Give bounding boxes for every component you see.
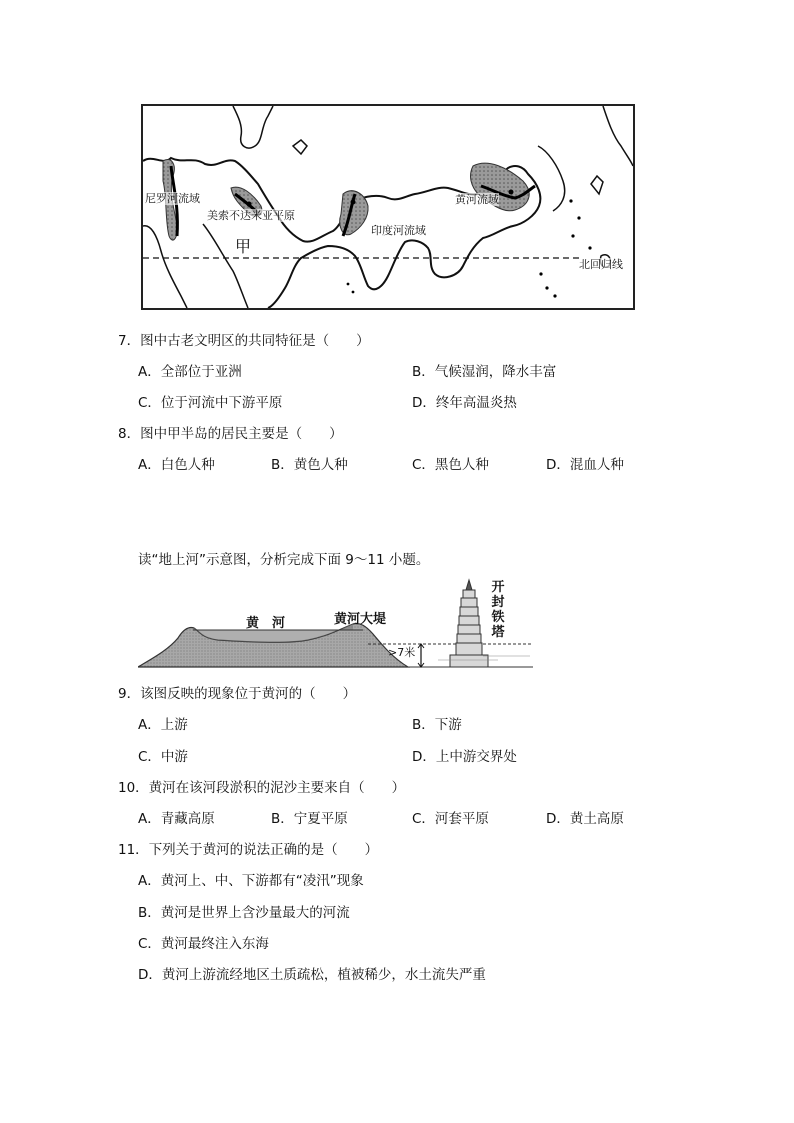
question-9: 9．该图反映的现象位于黄河的（ ） (118, 686, 357, 702)
section-intro: 读“地上河”示意图，分析完成下面 9～11 小题。 (138, 552, 430, 568)
ancient-civilizations-map (141, 104, 635, 310)
q9-option-a[interactable]: A．上游 (138, 717, 188, 733)
label-height: >7米 (388, 646, 416, 659)
q11-option-d[interactable]: D．黄河上游流经地区土质疏松，植被稀少，水土流失严重 (138, 967, 486, 983)
label-nile-basin: 尼罗河流域 (145, 192, 200, 205)
label-levee: 黄河大堤 (334, 612, 387, 627)
label-indus-basin: 印度河流域 (371, 224, 426, 237)
q7-option-c[interactable]: C．位于河流中下游平原 (138, 395, 283, 411)
q10-option-a[interactable]: A．青藏高原 (138, 811, 215, 827)
q8-option-a[interactable]: A．白色人种 (138, 457, 215, 473)
q7-option-b[interactable]: B．气候湿润，降水丰富 (412, 364, 557, 380)
q11-option-c[interactable]: C．黄河最终注入东海 (138, 936, 269, 952)
question-8: 8．图中甲半岛的居民主要是（ ） (118, 426, 343, 442)
label-tropic-of-cancer: 北回归线 (579, 258, 623, 271)
q7-option-a[interactable]: A．全部位于亚洲 (138, 364, 242, 380)
q11-option-a[interactable]: A．黄河上、中、下游都有“凌汛”现象 (138, 873, 364, 889)
q9-option-d[interactable]: D．上中游交界处 (412, 749, 517, 765)
label-kaifeng-iron-pagoda: 开 封 铁 塔 (491, 580, 505, 640)
q8-option-b[interactable]: B．黄色人种 (271, 457, 348, 473)
map-drawing (143, 106, 633, 308)
suspended-river-diagram (138, 578, 533, 670)
q8-option-c[interactable]: C．黑色人种 (412, 457, 489, 473)
q11-option-b[interactable]: B．黄河是世界上含沙量最大的河流 (138, 905, 350, 921)
q10-option-b[interactable]: B．宁夏平原 (271, 811, 348, 827)
q9-option-c[interactable]: C．中游 (138, 749, 188, 765)
q7-option-d[interactable]: D．终年高温炎热 (412, 395, 517, 411)
q10-option-d[interactable]: D．黄土高原 (546, 811, 624, 827)
label-yellow-river-basin: 黄河流域 (455, 193, 499, 206)
question-10: 10．黄河在该河段淤积的泥沙主要来自（ ） (118, 780, 406, 796)
question-11: 11．下列关于黄河的说法正确的是（ ） (118, 842, 379, 858)
label-yellow-river: 黄 河 (246, 616, 286, 631)
q8-option-d[interactable]: D．混血人种 (546, 457, 624, 473)
q9-option-b[interactable]: B．下游 (412, 717, 462, 733)
label-peninsula-jia: 甲 (235, 237, 252, 256)
question-7: 7．图中古老文明区的共同特征是（ ） (118, 333, 370, 349)
q10-option-c[interactable]: C．河套平原 (412, 811, 489, 827)
label-mesopotamia: 美索不达米亚平原 (207, 209, 295, 222)
